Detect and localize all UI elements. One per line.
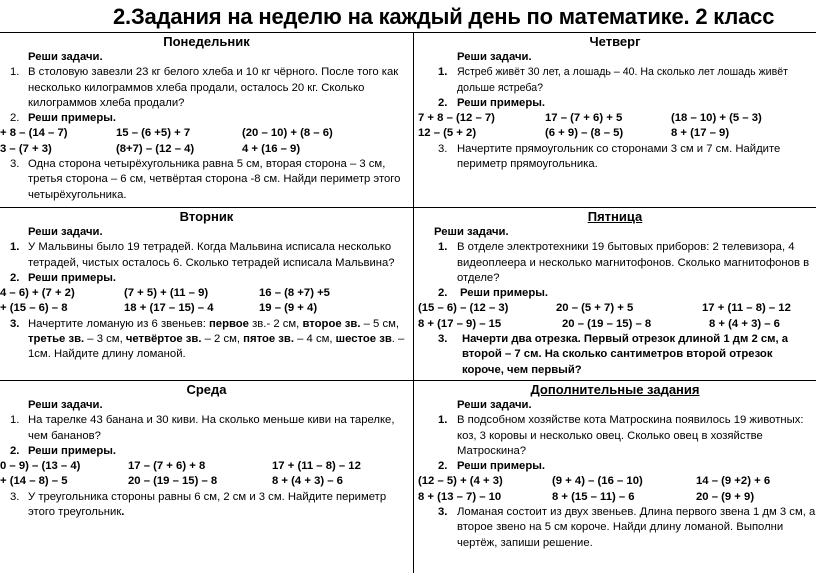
example: 20 – (9 + 9) (696, 490, 755, 503)
solve-examples-label: Реши примеры. (457, 96, 546, 109)
example: + (14 – 8) – 5 (0, 475, 68, 488)
task-number: 1. (10, 414, 20, 427)
tuesday-cell (0, 208, 413, 380)
task-text: Начертите прямоугольник со сторонами 3 см и 7 см. Найдите периметр прямоугольника. (457, 142, 781, 171)
task-1 (414, 240, 816, 286)
task-text-part: . – 1см. Найдите длину ломаной. (28, 333, 405, 361)
task-text: Ястреб живёт 30 лет, а лошадь – 40. На сколько лет лошадь живёт дольше ястреба? (457, 66, 788, 94)
task-text-part: – 4 см, (293, 333, 336, 346)
task-text: Одна сторона четырёхугольника равна 5 см, вторая сторона – 3 см, третья сторона – 6 см, четвёртая сторона -8 см. Найди периметр этого четырёхугольника. (28, 158, 401, 201)
friday-header: Пятница (587, 209, 643, 224)
examples-row (414, 111, 816, 126)
example: 8 + (17 – 9) (671, 127, 730, 140)
task-text-part: – 2 см, (201, 333, 244, 346)
example: 8 + (4 + 3) – 6 (709, 317, 780, 330)
task-2 (414, 459, 816, 474)
example: 8 + (17 – 9) – 15 (418, 317, 502, 330)
extra-cell (414, 381, 816, 573)
example: (6 + 9) – (8 – 5) (545, 127, 624, 140)
task-1 (0, 413, 413, 444)
task-text-part: У треугольника стороны равны 6 см, 2 см и 3 см. Найдите периметр этого треугольник (28, 490, 387, 519)
solve-tasks-label: Реши задачи. (28, 226, 103, 238)
task-text: В столовую завезли 23 кг белого хлеба и 10 кг чёрного. После того как несколько килограммов хлеба продали, осталось 20 кг. Сколько килограммов хлеба продали? (28, 66, 399, 109)
example: (12 – 5) + (4 + 3) (418, 475, 503, 488)
task-text (28, 491, 386, 518)
task-number: 2. (438, 96, 448, 109)
examples-row (0, 301, 413, 316)
task-2 (0, 271, 413, 286)
task-1 (414, 65, 816, 96)
examples-row (0, 126, 413, 141)
segment-label: третье зв. (28, 333, 85, 346)
task-number: 1. (438, 241, 448, 254)
task-text-part: Начертите ломаную из 6 звеньев: (28, 317, 209, 330)
example: 20 – (19 – 15) – 8 (128, 475, 218, 488)
tuesday-header: Вторник (179, 209, 234, 224)
monday-header: Понедельник (163, 34, 250, 49)
segment-label: шестое зв (335, 333, 392, 346)
task-number: 2. (10, 444, 20, 457)
solve-tasks-label: Реши задачи. (434, 226, 509, 238)
example: 17 – (7 + 6) + 5 (545, 112, 623, 125)
segment-label: четвёртое зв. (125, 333, 202, 346)
task-2 (0, 111, 413, 126)
task-text: На тарелке 43 банана и 30 киви. На сколько меньше киви на тарелке, чем бананов? (28, 414, 395, 442)
solve-examples-label: Реши примеры. (460, 287, 549, 300)
task-3 (414, 142, 816, 173)
example: (18 – 10) + (5 – 3) (671, 112, 762, 125)
example: 0 – 9) – (13 – 4) (0, 460, 81, 473)
task-number: 3. (438, 142, 448, 155)
example: (20 – 10) + (8 – 6) (242, 127, 333, 140)
example: 4 – 6) + (7 + 2) (0, 287, 75, 300)
task-number: 1. (10, 66, 20, 79)
task-number: 2. (438, 287, 448, 300)
examples-row (0, 459, 413, 474)
task-3 (0, 490, 413, 521)
thursday-cell (414, 33, 816, 207)
wednesday-cell (0, 381, 413, 573)
task-text-part: . (121, 506, 125, 519)
task-number: 1. (10, 241, 20, 254)
task-3 (414, 505, 816, 551)
example: (9 + 4) – (16 – 10) (552, 475, 643, 488)
segment-label: второе зв. (302, 317, 361, 330)
solve-examples-label: Реши примеры. (28, 444, 117, 457)
task-3 (0, 157, 413, 203)
page-title-text: 2.Задания на неделю на каждый день по математике. 2 класс (113, 4, 775, 29)
solve-tasks-label: Реши задачи. (28, 51, 103, 63)
task-1 (414, 413, 816, 459)
solve-tasks-label: Реши задачи. (457, 399, 532, 411)
task-number: 3. (10, 317, 20, 330)
task-2 (414, 96, 816, 111)
task-text: Ломаная состоит из двух звеньев. Длина первого звена 1 дм 3 см, а второе звено на 5 см короче. Найди длину ломаной. Выполни чертёж, запиши решение. (457, 506, 816, 549)
task-number: 2. (10, 112, 20, 125)
solve-examples-label: Реши примеры. (457, 460, 546, 473)
example: 17 + (11 – 8) – 12 (702, 302, 791, 315)
example: + (15 – 6) – 8 (0, 302, 68, 315)
task-number: 2. (10, 271, 20, 284)
example: 7 + 8 – (12 – 7) (418, 112, 495, 125)
task-2 (0, 444, 413, 459)
task-number: 3. (438, 506, 448, 519)
example: (15 – 6) – (12 – 3) (418, 302, 509, 315)
thursday-header: Четверг (589, 34, 641, 49)
example: 15 – (6 +5) + 7 (116, 127, 191, 140)
example: 17 + (11 – 8) – 12 (272, 460, 361, 473)
task-number: 3. (10, 158, 20, 171)
example: 8 + (4 + 3) – 6 (272, 475, 343, 488)
task-text (28, 318, 404, 361)
solve-examples-label: Реши примеры. (28, 112, 117, 125)
task-table (0, 32, 816, 573)
task-number: 2. (438, 460, 448, 473)
example: 20 – (5 + 7) + 5 (556, 302, 634, 315)
example: + 8 – (14 – 7) (0, 127, 68, 140)
example: 19 – (9 + 4) (259, 302, 318, 315)
example: 17 – (7 + 6) + 8 (128, 460, 206, 473)
task-text-part: – 5 см, (360, 317, 400, 330)
extra-header: Дополнительные задания (530, 382, 700, 397)
examples-row (414, 317, 816, 332)
examples-row (0, 142, 413, 157)
examples-row (0, 474, 413, 489)
monday-cell (0, 33, 413, 207)
solve-tasks-label: Реши задачи. (28, 399, 103, 411)
task-number: 1. (438, 66, 448, 79)
task-text-part: – 3 см, (84, 333, 126, 346)
examples-row (414, 301, 816, 316)
example: 14 – (9 +2) + 6 (696, 475, 771, 488)
segment-label: первое (208, 317, 249, 330)
example: 18 + (17 – 15) – 4 (124, 302, 214, 315)
example: (7 + 5) + (11 – 9) (124, 287, 209, 300)
example: 8 + (13 – 7) – 10 (418, 490, 502, 503)
example: 20 – (19 – 15) – 8 (562, 317, 652, 330)
solve-tasks-label: Реши задачи. (457, 51, 532, 63)
friday-cell (414, 208, 816, 380)
task-1 (0, 65, 413, 111)
example: 3 – (7 + 3) (0, 142, 52, 155)
task-number: 3. (10, 490, 20, 503)
task-3 (0, 317, 413, 363)
task-text: У Мальвины было 19 тетрадей. Когда Мальвина исписала несколько тетрадей, чистых осталось 6. Сколько тетрадей исписала Мальвина? (28, 241, 395, 269)
wednesday-header: Среда (186, 382, 227, 397)
examples-row (0, 286, 413, 301)
example: 12 – (5 + 2) (418, 127, 477, 140)
task-number: 3. (438, 333, 448, 346)
examples-row (414, 474, 816, 489)
task-number: 1. (438, 414, 448, 427)
task-1 (0, 240, 413, 271)
example: 16 – (8 +7) +5 (259, 287, 330, 300)
task-3 (414, 332, 816, 378)
examples-row (414, 126, 816, 141)
task-text: Начерти два отрезка. Первый отрезок длиной 1 дм 2 см, а второй – 7 см. На сколько сантиметров второй отрезок короче, чем первый? (462, 333, 789, 376)
example: 4 + (16 – 9) (242, 142, 301, 155)
example: 8 + (15 – 11) – 6 (552, 490, 635, 503)
solve-examples-label: Реши примеры. (28, 271, 117, 284)
task-2 (414, 286, 816, 301)
task-text: В подсобном хозяйстве кота Матроскина появилось 19 животных: коз, 3 коровы и несколько овец. Сколько овец в хозяйстве Матроскина? (457, 414, 804, 457)
task-text: В отделе электротехники 19 бытовых приборов: 2 телевизора, 4 видеоплеера и несколько магнитофонов. Сколько магнитофонов в отделе? (457, 241, 810, 284)
examples-row (414, 490, 816, 505)
segment-label: пятое зв. (243, 333, 294, 346)
task-text-part: зв.- 2 см, (248, 317, 303, 330)
example: (8+7) – (12 – 4) (116, 142, 195, 155)
